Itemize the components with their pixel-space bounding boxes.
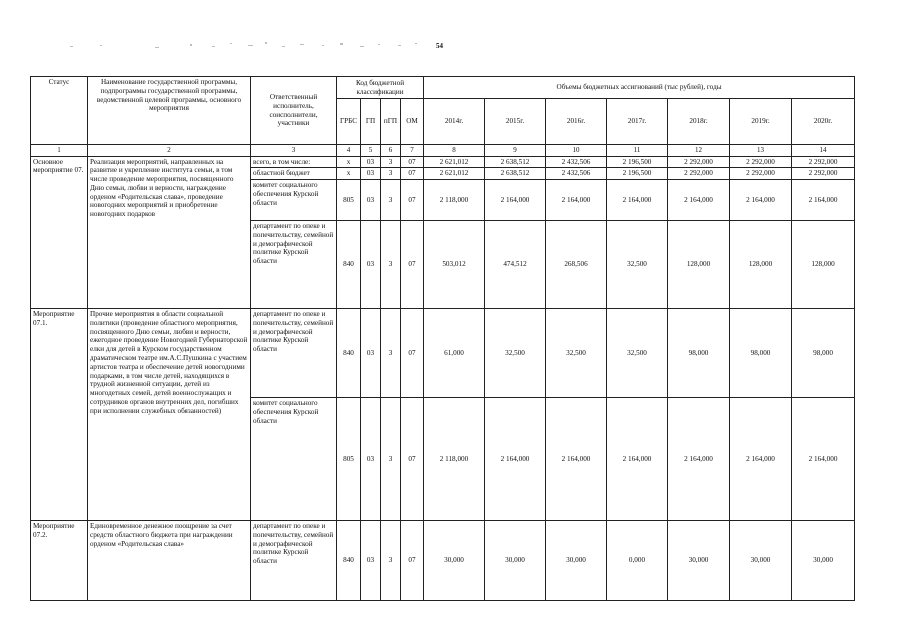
column-index-cell: 6 xyxy=(381,145,401,157)
header-code-col: пГП xyxy=(381,99,401,145)
code-cell: 03 xyxy=(361,221,381,309)
amount-cell: 2 432,506 xyxy=(546,156,607,168)
amount-cell: 2 164,000 xyxy=(668,180,730,221)
amount-cell: 2 292,000 xyxy=(730,168,792,180)
amount-cell: 2 118,000 xyxy=(424,180,485,221)
amount-cell: 98,000 xyxy=(668,309,730,398)
code-cell: 07 xyxy=(401,168,424,180)
column-index-cell: 8 xyxy=(424,145,485,157)
responsible-cell: комитет социального обеспечения Курской области xyxy=(251,398,337,521)
amount-cell: 2 118,000 xyxy=(424,398,485,521)
amount-cell: 268,506 xyxy=(546,221,607,309)
amount-cell: 30,000 xyxy=(546,521,607,601)
amount-cell: 2 164,000 xyxy=(668,398,730,521)
header-amounts-group: Объемы бюджетных ассигнований (тыс рублей), годы xyxy=(424,77,855,99)
amount-cell: 2 164,000 xyxy=(607,398,668,521)
amount-cell: 32,500 xyxy=(607,309,668,398)
column-index-cell: 9 xyxy=(485,145,546,157)
responsible-cell: департамент по опеке и попечительству, семейной и демографической политике Курской области xyxy=(251,221,337,309)
amount-cell: 30,000 xyxy=(668,521,730,601)
column-index-cell: 5 xyxy=(361,145,381,157)
amount-cell: 2 164,000 xyxy=(546,180,607,221)
code-cell: 03 xyxy=(361,180,381,221)
column-index-row xyxy=(31,145,855,157)
amount-cell: 2 164,000 xyxy=(485,398,546,521)
column-index-cell: 3 xyxy=(251,145,337,157)
table-body xyxy=(31,156,855,601)
header-code-col: ОМ xyxy=(401,99,424,145)
code-cell: 3 xyxy=(381,309,401,398)
code-cell: 840 xyxy=(337,309,361,398)
amount-cell: 2 621,012 xyxy=(424,168,485,180)
amount-cell: 503,012 xyxy=(424,221,485,309)
header-year: 2019г. xyxy=(730,99,792,145)
code-cell: 840 xyxy=(337,521,361,601)
amount-cell: 30,000 xyxy=(792,521,855,601)
amount-cell: 2 164,000 xyxy=(546,398,607,521)
responsible-cell: областной бюджет xyxy=(251,168,337,180)
header-year: 2016г. xyxy=(546,99,607,145)
header-code-group: Код бюджетной классификации xyxy=(337,77,424,99)
code-cell: х xyxy=(337,156,361,168)
amount-cell: 61,000 xyxy=(424,309,485,398)
amount-cell: 2 196,500 xyxy=(607,156,668,168)
amount-cell: 32,500 xyxy=(607,221,668,309)
code-cell: 03 xyxy=(361,309,381,398)
amount-cell: 128,000 xyxy=(792,221,855,309)
column-index-cell: 1 xyxy=(31,145,88,157)
amount-cell: 30,000 xyxy=(485,521,546,601)
amount-cell: 2 164,000 xyxy=(792,398,855,521)
status-cell: Мероприятие 07.2. xyxy=(31,521,88,601)
code-cell: 3 xyxy=(381,180,401,221)
amount-cell: 2 196,500 xyxy=(607,168,668,180)
amount-cell: 2 292,000 xyxy=(730,156,792,168)
status-cell: Мероприятие 07.1. xyxy=(31,309,88,521)
amount-cell: 98,000 xyxy=(792,309,855,398)
header-responsible: Ответственный исполнитель, соисполнители, участники xyxy=(251,77,337,145)
header-year: 2018г. xyxy=(668,99,730,145)
amount-cell: 2 292,000 xyxy=(668,156,730,168)
code-cell: 3 xyxy=(381,221,401,309)
table-header xyxy=(31,77,855,157)
amount-cell: 2 164,000 xyxy=(730,398,792,521)
code-cell: х xyxy=(337,168,361,180)
amount-cell: 474,512 xyxy=(485,221,546,309)
code-cell: 3 xyxy=(381,168,401,180)
header-year: 2015г. xyxy=(485,99,546,145)
column-index-cell: 13 xyxy=(730,145,792,157)
header-status: Статус xyxy=(31,77,88,145)
amount-cell: 128,000 xyxy=(730,221,792,309)
program-name-cell: Реализация мероприятий, направленных на развитие и укрепление института семьи, в том числе проведение мероприятия, посвященного Дню семьи, любви и верности, награждение орденом «Родительская слава», проведение новогодних мероприятий и приобретение новогодних подарков xyxy=(88,156,251,309)
code-cell: 3 xyxy=(381,521,401,601)
code-cell: 805 xyxy=(337,398,361,521)
amount-cell: 2 638,512 xyxy=(485,156,546,168)
amount-cell: 2 164,000 xyxy=(792,180,855,221)
amount-cell: 2 164,000 xyxy=(607,180,668,221)
responsible-cell: департамент по опеке и попечительству, семейной и демографической политике Курской области xyxy=(251,309,337,398)
code-cell: 03 xyxy=(361,398,381,521)
column-index-cell: 2 xyxy=(88,145,251,157)
budget-table xyxy=(30,76,855,601)
program-name-cell: Единовременное денежное поощрение за счет средств областного бюджета при награждении орденом «Родительская слава» xyxy=(88,521,251,601)
code-cell: 03 xyxy=(361,156,381,168)
responsible-cell: департамент по опеке и попечительству, семейной и демографической политике Курской области xyxy=(251,521,337,601)
column-index-cell: 12 xyxy=(668,145,730,157)
amount-cell: 30,000 xyxy=(424,521,485,601)
amount-cell: 2 621,012 xyxy=(424,156,485,168)
header-code-col: ГП xyxy=(361,99,381,145)
header-year: 2014г. xyxy=(424,99,485,145)
code-cell: 07 xyxy=(401,398,424,521)
amount-cell: 2 164,000 xyxy=(730,180,792,221)
code-cell: 805 xyxy=(337,180,361,221)
amount-cell: 2 292,000 xyxy=(668,168,730,180)
column-index-cell: 11 xyxy=(607,145,668,157)
code-cell: 07 xyxy=(401,180,424,221)
code-cell: 3 xyxy=(381,156,401,168)
code-cell: 07 xyxy=(401,156,424,168)
amount-cell: 2 292,000 xyxy=(792,168,855,180)
code-cell: 03 xyxy=(361,168,381,180)
table-row xyxy=(31,521,855,601)
header-year: 2020г. xyxy=(792,99,855,145)
header-row-1 xyxy=(31,77,855,99)
table-row xyxy=(31,156,855,168)
column-index-cell: 10 xyxy=(546,145,607,157)
amount-cell: 32,500 xyxy=(485,309,546,398)
amount-cell: 32,500 xyxy=(546,309,607,398)
scan-noise-decoration xyxy=(60,38,480,52)
header-code-col: ГРБС xyxy=(337,99,361,145)
amount-cell: 128,000 xyxy=(668,221,730,309)
responsible-cell: комитет социального обеспечения Курской области xyxy=(251,180,337,221)
code-cell: 03 xyxy=(361,521,381,601)
responsible-cell: всего, в том числе: xyxy=(251,156,337,168)
amount-cell: 0,000 xyxy=(607,521,668,601)
column-index-cell: 14 xyxy=(792,145,855,157)
program-name-cell: Прочие мероприятия в области социальной политики (проведение областного мероприятия, посвященного Дню семьи, любви и верности, ежегодное проведение Новогодней Губернаторской елки для детей в Курском государственном драматическом театре им.А.С.Пушкина с участием артистов театра и обеспечение детей новогодними подарками, в том числе детей, находящихся в трудной жизненной ситуации, детей из многодетных семей, детей военнослужащих и сотрудников органов внутренних дел, погибших при исполнении служебных обязанностей) xyxy=(88,309,251,521)
amount-cell: 2 292,000 xyxy=(792,156,855,168)
code-cell: 840 xyxy=(337,221,361,309)
amount-cell: 98,000 xyxy=(730,309,792,398)
code-cell: 07 xyxy=(401,221,424,309)
header-name: Наименование государственной программы, подпрограммы государственной программы, ведомственной целевой программы, основного мероприятия xyxy=(88,77,251,145)
table-row xyxy=(31,309,855,398)
status-cell: Основное мероприятие 07. xyxy=(31,156,88,309)
amount-cell: 2 164,000 xyxy=(485,180,546,221)
amount-cell: 2 638,512 xyxy=(485,168,546,180)
column-index-cell: 7 xyxy=(401,145,424,157)
code-cell: 07 xyxy=(401,309,424,398)
code-cell: 07 xyxy=(401,521,424,601)
amount-cell: 30,000 xyxy=(730,521,792,601)
amount-cell: 2 432,506 xyxy=(546,168,607,180)
column-index-cell: 4 xyxy=(337,145,361,157)
code-cell: 3 xyxy=(381,398,401,521)
header-year: 2017г. xyxy=(607,99,668,145)
page-number: 54 xyxy=(436,42,443,50)
